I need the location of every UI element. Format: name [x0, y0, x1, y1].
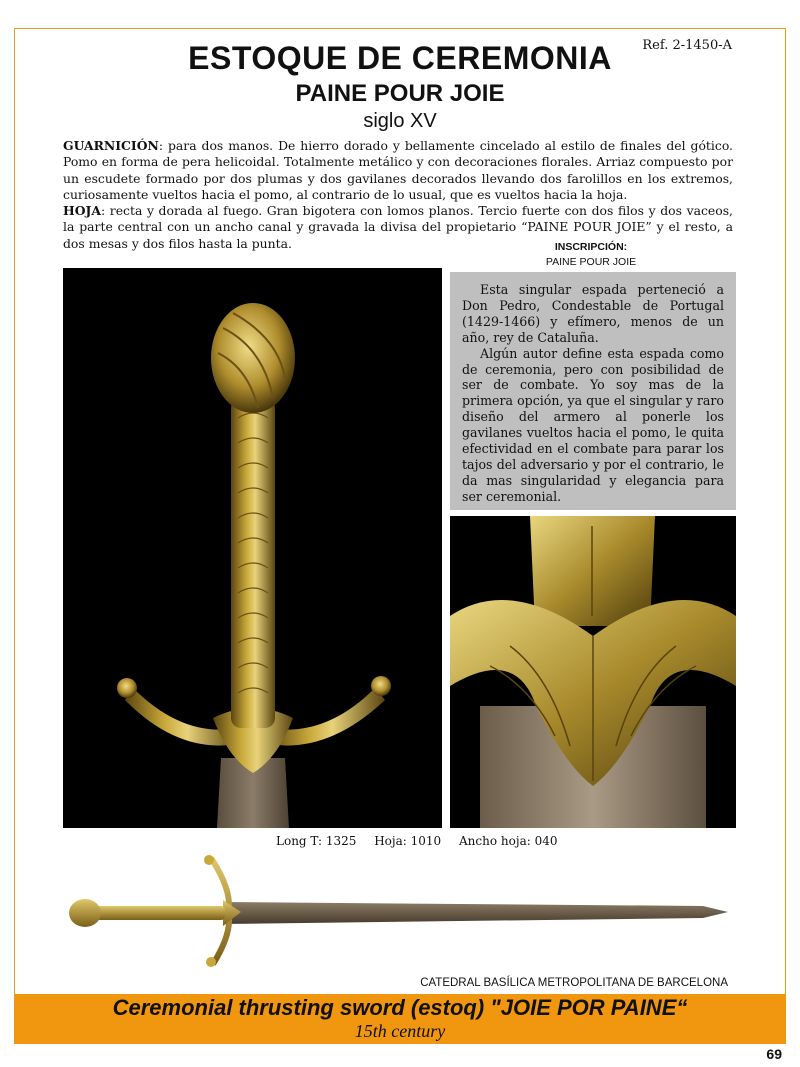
hoja-label: HOJA	[63, 203, 101, 219]
banner-subtitle: 15th century	[354, 1021, 446, 1041]
notes-paragraph-2: Algún autor define esta espada como de ceremonia, pero con posibilidad de ser de combate. Yo soy mas de la primera opción, ya que el singular y raro diseño del armero al ponerle los gavilanes vueltos hacia el pomo, le quita efectividad en el combate para parar los tajos del adversario y por el contrario, le da mas singularidad y elegancia para ser ceremonial.	[462, 345, 724, 504]
page-number: 69	[766, 1046, 782, 1062]
guarnicion-paragraph	[63, 138, 733, 203]
reference-number: Ref. 2-1450-A	[642, 38, 732, 53]
detail-photo-illustration	[450, 516, 736, 828]
blade-length: Hoja: 1010	[374, 834, 442, 848]
guarnicion-text: : para dos manos. De hierro dorado y bellamente cincelado al estilo de finales del gótico. Pomo en forma de pera helicoidal. Totalmente metálico y con decoraciones florales. Arriaz compuesto por un escudete formado por dos plumas y dos gavilanes decorados llevando dos farolillos en los extremos, curiosamente vueltos hacia el pomo, al contrario de lo usual, que es vueltos hacia la hoja.	[63, 138, 733, 202]
hoja-text: : recta y dorada al fuego. Gran bigotera con lomos planos. Tercio fuerte con dos filos y dos vaceos, la parte central con un ancho canal y gravada la divisa del propietario “PAINE POUR JOIE” y el resto, a dos mesas y dos filos hasta la punta.	[63, 203, 733, 251]
notes-paragraph-1: Esta singular espada perteneció a Don Pedro, Condestable de Portugal (1429-1466) y efímero, menos de un año, rey de Cataluña.	[462, 282, 724, 345]
guarnicion-label: GUARNICIÓN	[63, 138, 159, 153]
banner-title: Ceremonial thrusting sword (estoq) "JOIE POR PAINE“	[112, 995, 688, 1020]
blade-width: Ancho hoja: 040	[459, 834, 558, 848]
full-sword-illustration	[63, 852, 743, 970]
hilt-photo	[63, 268, 442, 828]
inscription-text: PAINE POUR JOIE	[545, 256, 637, 268]
total-length: Long T: 1325	[276, 834, 357, 848]
century-label: siglo XV	[363, 110, 437, 132]
dimensions	[276, 834, 572, 848]
page-title: ESTOQUE DE CEREMONIA	[188, 40, 612, 76]
page-subtitle: PAINE POUR JOIE	[295, 80, 505, 107]
inscription-block	[498, 240, 684, 270]
inscription-label: INSCRIPCIÓN:	[554, 241, 628, 253]
location-caption: CATEDRAL BASÍLICA METROPOLITANA DE BARCELONA	[420, 977, 728, 989]
hilt-photo-illustration	[63, 268, 442, 828]
full-sword-photo	[63, 852, 743, 970]
description-text	[63, 138, 733, 252]
notes-box	[450, 272, 736, 510]
detail-photo	[450, 516, 736, 828]
